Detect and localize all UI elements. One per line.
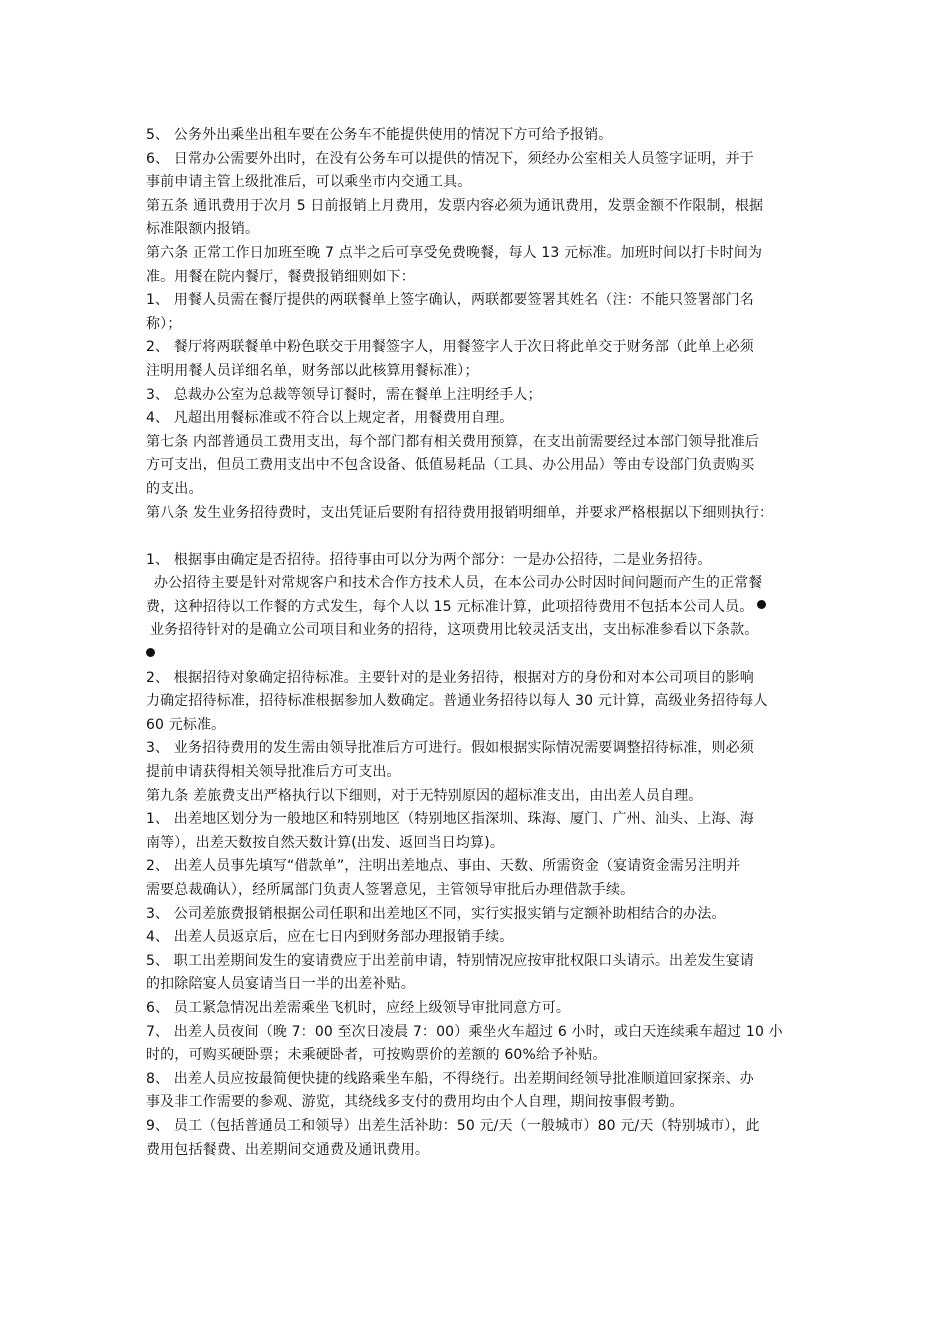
text-line: 时的，可购买硬卧票；未乘硬卧者，可按购票价的差额的 60%给予补贴。 xyxy=(146,1047,607,1064)
text-line: 2、 出差人员事先填写“借款单”，注明出差地点、事由、天数、所需资金（宴请资金需另注明并 xyxy=(146,858,741,875)
text-line: 南等），出差天数按自然天数计算(出发、返回当日均算)。 xyxy=(146,834,504,851)
text-line: 5、 职工出差期间发生的宴请费应于出差前申请，特别情况应按审批权限口头请示。出差发生宴请 xyxy=(146,952,754,969)
text-line: 第九条 差旅费支出严格执行以下细则，对于无特别原因的超标准支出，由出差人员自理。 xyxy=(146,787,703,804)
text-line: 2、 餐厅将两联餐单中粉色联交于用餐签字人，用餐签字人于次日将此单交于财务部（此单上必须 xyxy=(146,339,754,356)
text-line: 3、 公司差旅费报销根据公司任职和出差地区不同，实行实报实销与定额补助相结合的办法。 xyxy=(146,905,726,922)
text-line: 第五条 通讯费用于次月 5 日前报销上月费用，发票内容必须为通讯费用，发票金额不作限制，根据 xyxy=(146,197,764,214)
text-line: 第六条 正常工作日加班至晚 7 点半之后可享受免费晚餐，每人 13 元标准。加班时间以打卡时间为 xyxy=(146,244,763,261)
text-line: 60 元标准。 xyxy=(146,716,226,733)
text-line: 4、 出差人员返京后，应在七日内到财务部办理报销手续。 xyxy=(146,929,514,946)
text-line: 办公招待主要是针对常规客户和技术合作方技术人员，在本公司办公时因时间问题而产生的正常餐 xyxy=(154,575,763,592)
bullet-line xyxy=(146,643,826,667)
text-line: 提前申请获得相关领导批准后方可支出。 xyxy=(146,764,401,781)
blank-line xyxy=(146,525,826,549)
text-line: 事及非工作需要的参观、游览，其绕线多支付的费用均由个人自理，期间按事假考勤。 xyxy=(146,1094,684,1111)
text-line: 第七条 内部普通员工费用支出，每个部门都有相关费用预算，在支出前需要经过本部门领导批准后 xyxy=(146,433,760,450)
text-line-with-bullet xyxy=(146,596,826,620)
text-line: 9、 员工（包括普通员工和领导）出差生活补助：50 元/天（一般城市）80 元/天（特别城市），此 xyxy=(146,1117,760,1134)
text-line: 业务招待针对的是确立公司项目和业务的招待，这项费用比较灵活支出，支出标准参看以下条款。 xyxy=(150,622,759,639)
text-line: 注明用餐人员详细名单，财务部以此核算用餐标准）； xyxy=(146,362,479,379)
text-line: 标准限额内报销。 xyxy=(146,221,260,238)
text-line: 4、 凡超出用餐标准或不符合以上规定者，用餐费用自理。 xyxy=(146,410,514,427)
text-segment: 费，这种招待以工作餐的方式发生，每个人以 15 元标准计算，此项招待费用不包括本公司人员。 xyxy=(146,598,754,615)
text-line: 的扣除陪宴人员宴请当日一半的出差补贴。 xyxy=(146,976,415,993)
text-line: 2、 根据招待对象确定招待标准。主要针对的是业务招待，根据对方的身份和对本公司项目的影响 xyxy=(146,669,754,686)
text-line: 费用包括餐费、出差期间交通费及通讯费用。 xyxy=(146,1141,429,1158)
text-line: 6、 员工紧急情况出差需乘坐飞机时，应经上级领导审批同意方可。 xyxy=(146,999,571,1016)
text-line: 1、 出差地区划分为一般地区和特别地区（特别地区指深圳、珠海、厦门、广州、汕头、上海、海 xyxy=(146,811,754,828)
text-line: 5、 公务外出乘坐出租车要在公务车不能提供使用的情况下方可给予报销。 xyxy=(146,127,613,143)
text-line: 的支出。 xyxy=(146,480,203,497)
document-body xyxy=(146,124,826,1162)
text-line: 8、 出差人员应按最简便快捷的线路乘坐车船，不得绕行。出差期间经领导批准顺道回家探亲、办 xyxy=(146,1070,754,1087)
text-line: 第八条 发生业务招待费时，支出凭证后要附有招待费用报销明细单，并要求严格根据以下细则执行： xyxy=(146,504,774,521)
text-line: 力确定招待标准，招待标准根据参加人数确定。普通业务招待以每人 30 元计算，高级业务招待每人 xyxy=(146,693,768,710)
bullet-icon xyxy=(757,600,766,609)
text-line: 称）； xyxy=(146,315,182,332)
text-line: 1、 根据事由确定是否招待。招待事由可以分为两个部分：一是办公招待，二是业务招待。 xyxy=(146,551,712,568)
text-line: 7、 出差人员夜间（晚 7：00 至次日凌晨 7：00）乘坐火车超过 6 小时，或白天连续乘车超过 10 小 xyxy=(146,1023,783,1040)
text-line: 1、 用餐人员需在餐厅提供的两联餐单上签字确认，两联都要签署其姓名（注：不能只签署部门名 xyxy=(146,292,754,309)
bullet-icon xyxy=(146,648,155,657)
text-line: 6、 日常办公需要外出时，在没有公务车可以提供的情况下，须经办公室相关人员签字证明，并于 xyxy=(146,150,754,167)
text-line: 方可支出，但员工费用支出中不包含设备、低值易耗品（工具、办公用品）等由专设部门负责购买 xyxy=(146,457,755,474)
text-line: 准。用餐在院内餐厅，餐费报销细则如下： xyxy=(146,268,415,285)
text-line: 事前申请主管上级批准后，可以乘坐市内交通工具。 xyxy=(146,174,472,191)
text-line: 3、 总裁办公室为总裁等领导订餐时，需在餐单上注明经手人； xyxy=(146,386,542,403)
text-line: 需要总裁确认），经所属部门负责人签署意见，主管领导审批后办理借款手续。 xyxy=(146,882,635,898)
text-line: 3、 业务招待费用的发生需由领导批准后方可进行。假如根据实际情况需要调整招待标准，则必须 xyxy=(146,740,754,757)
